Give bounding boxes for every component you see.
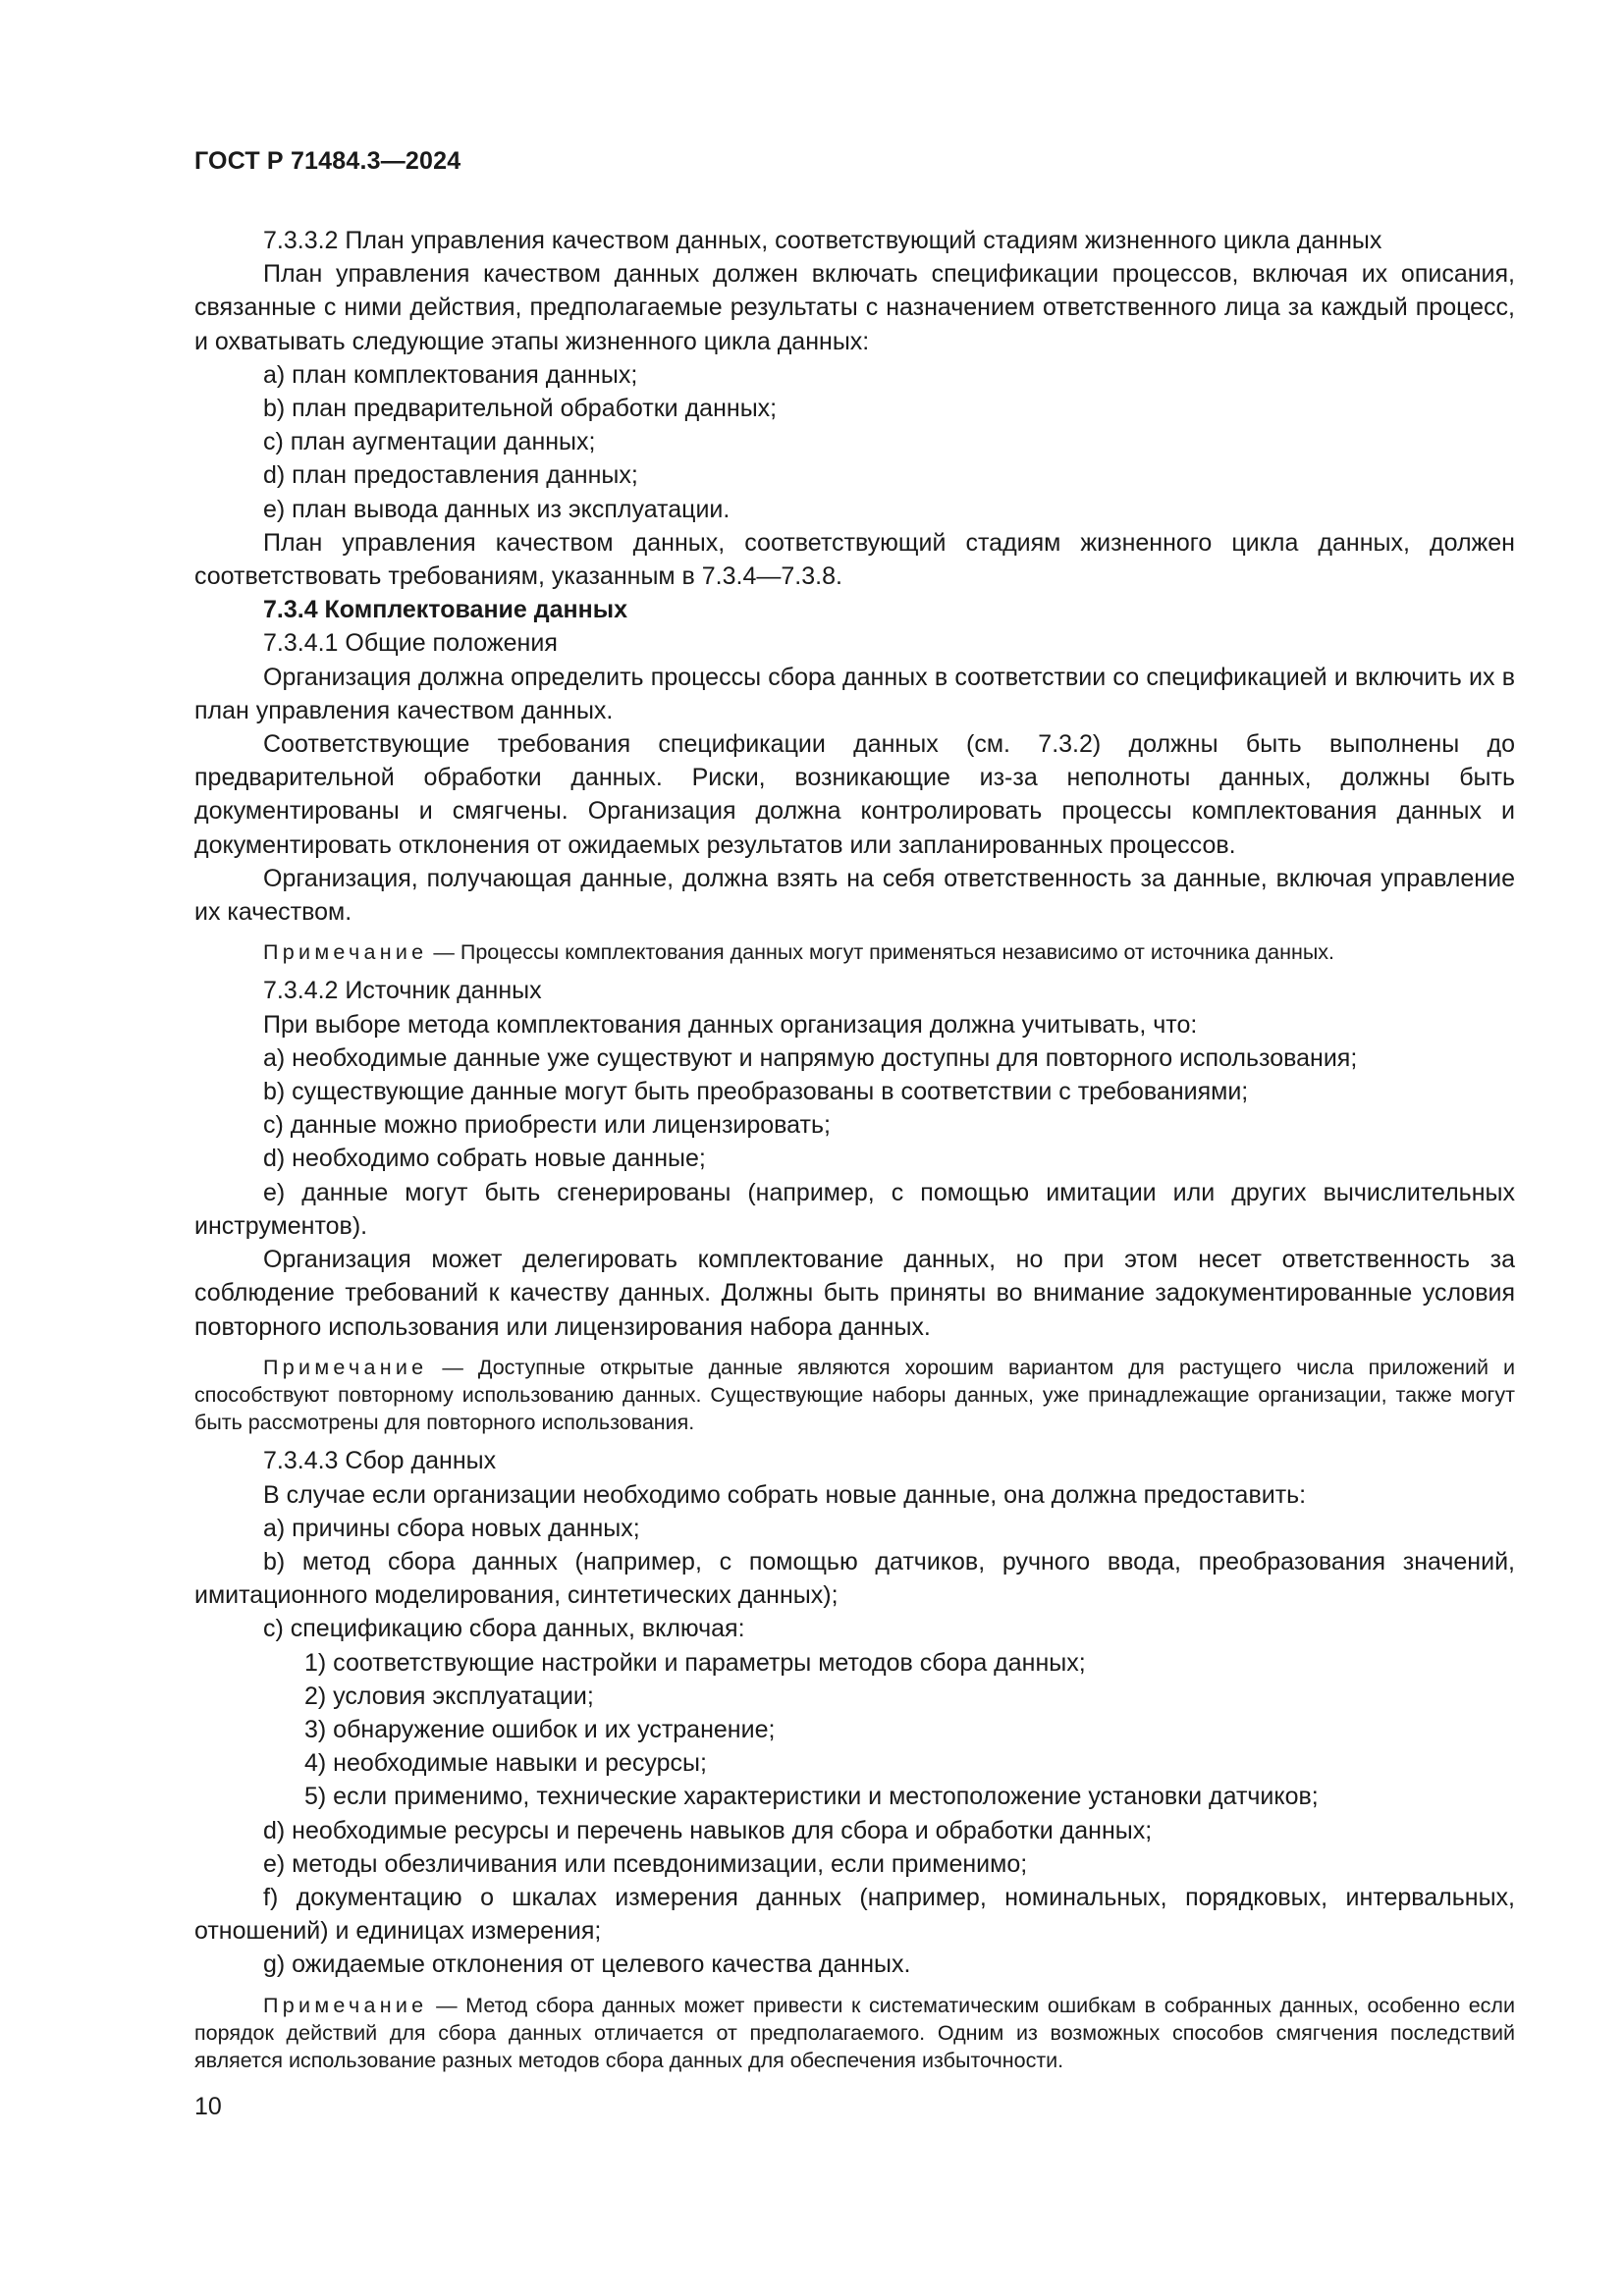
note — [194, 1354, 1515, 1437]
page-number: 10 — [194, 2093, 222, 2120]
list-item: d) необходимые ресурсы и перечень навыков для сбора и обработки данных; — [263, 1816, 1153, 1844]
list-item: a) необходимые данные уже существуют и напрямую доступны для повторного использования; — [263, 1043, 1358, 1072]
sub-list-item: 4) необходимые навыки и ресурсы; — [304, 1749, 707, 1778]
list-item: a) план комплектования данных; — [263, 360, 638, 389]
paragraph: План управления качеством данных, соответствующий стадиям жизненного цикла данных, должен соответствовать требованиям, указанным в 7.3.4—7.3.8. — [194, 528, 1515, 591]
list-item: d) необходимо собрать новые данные; — [263, 1145, 706, 1173]
section-7-3-4-2-title: 7.3.4.2 Источник данных — [263, 977, 542, 1005]
list-item: b) метод сбора данных (например, с помощью датчиков, ручного ввода, преобразования значений, имитационного моделирования, синтетических данных); — [194, 1547, 1515, 1610]
note-label: Примечание — [263, 940, 428, 965]
paragraph: Организация, получающая данные, должна взять на себя ответственность за данные, включая управление их качеством. — [194, 864, 1515, 927]
list-item: b) существующие данные могут быть преобразованы в соответствии с требованиями; — [263, 1078, 1249, 1106]
sub-list-item: 1) соответствующие настройки и параметры методов сбора данных; — [304, 1648, 1086, 1677]
sub-list-item: 2) условия эксплуатации; — [304, 1682, 594, 1710]
section-7-3-4-1-title: 7.3.4.1 Общие положения — [263, 629, 558, 658]
section-7-3-4-heading: 7.3.4 Комплектование данных — [263, 596, 627, 624]
list-item: c) план аугментации данных; — [263, 428, 596, 456]
paragraph: Соответствующие требования спецификации данных (см. 7.3.2) должны быть выполнены до предварительной обработки данных. Риски, возникающие из-за неполноты данных, должны быть документированы и смягчены. Организация должна контролировать процессы комплектования данных и документировать отклонения от ожидаемых результатов или запланированных процессов. — [194, 730, 1515, 859]
list-item: c) данные можно приобрести или лицензировать; — [263, 1111, 831, 1140]
list-item: d) план предоставления данных; — [263, 461, 638, 490]
paragraph: Организация может делегировать комплектование данных, но при этом несет ответственность за соблюдение требований к качеству данных. Должны быть приняты во внимание задокументированные условия повторного использования или лицензирования набора данных. — [194, 1246, 1515, 1341]
note-label: Примечание — [263, 1355, 428, 1379]
list-item: c) спецификацию сбора данных, включая: — [263, 1615, 745, 1643]
paragraph: При выборе метода комплектования данных организация должна учитывать, что: — [263, 1010, 1198, 1039]
note — [194, 938, 1515, 966]
document-header: ГОСТ Р 71484.3—2024 — [194, 147, 461, 175]
list-item: e) методы обезличивания или псевдонимизации, если применимо; — [263, 1849, 1028, 1878]
paragraph: В случае если организации необходимо собрать новые данные, она должна предоставить: — [263, 1480, 1307, 1509]
list-item: e) данные могут быть сгенерированы (например, с помощью имитации или других вычислительных инструментов). — [194, 1178, 1515, 1240]
section-7-3-4-3-title: 7.3.4.3 Сбор данных — [263, 1447, 497, 1475]
sub-list-item: 3) обнаружение ошибок и их устранение; — [304, 1715, 776, 1743]
list-item: g) ожидаемые отклонения от целевого качества данных. — [263, 1950, 911, 1979]
note — [194, 1992, 1515, 2075]
document-body — [194, 224, 1515, 2074]
note-text: — Доступные открытые данные являются хорошим вариантом для растущего числа приложений и способствуют повторному использованию данных. Существующие наборы данных, уже принадлежащие организации, также могут быть рассмотрены для повторного использования. — [194, 1355, 1515, 1435]
list-item: e) план вывода данных из эксплуатации. — [263, 495, 731, 523]
paragraph: Организация должна определить процессы сбора данных в соответствии со спецификацией и включить их в план управления качеством данных. — [194, 663, 1515, 724]
note-text: — Процессы комплектования данных могут применяться независимо от источника данных. — [427, 940, 1335, 965]
list-item: b) план предварительной обработки данных; — [263, 395, 778, 423]
note-label: Примечание — [263, 1993, 428, 2017]
note-text: — Метод сбора данных может привести к систематическим ошибкам в собранных данных, особенно если порядок действий для сбора данных отличается от предполагаемого. Одним из возможных способов смягчения последствий является использование разных методов сбора данных для обеспечения избыточности. — [194, 1993, 1515, 2072]
list-item: f) документацию о шкалах измерения данных (например, номинальных, порядковых, интервальных, отношений) и единицах измерения; — [194, 1883, 1515, 1946]
list-item: a) причины сбора новых данных; — [263, 1514, 640, 1542]
section-7-3-3-2-title: 7.3.3.2 План управления качеством данных, соответствующий стадиям жизненного цикла данных — [263, 227, 1382, 254]
sub-list-item: 5) если применимо, технические характеристики и местоположение установки датчиков; — [304, 1783, 1319, 1811]
paragraph: План управления качеством данных должен включать спецификации процессов, включая их описания, связанные с ними действия, предполагаемые результаты с назначением ответственного лица за каждый процесс, и охватывать следующие этапы жизненного цикла данных: — [194, 260, 1515, 355]
